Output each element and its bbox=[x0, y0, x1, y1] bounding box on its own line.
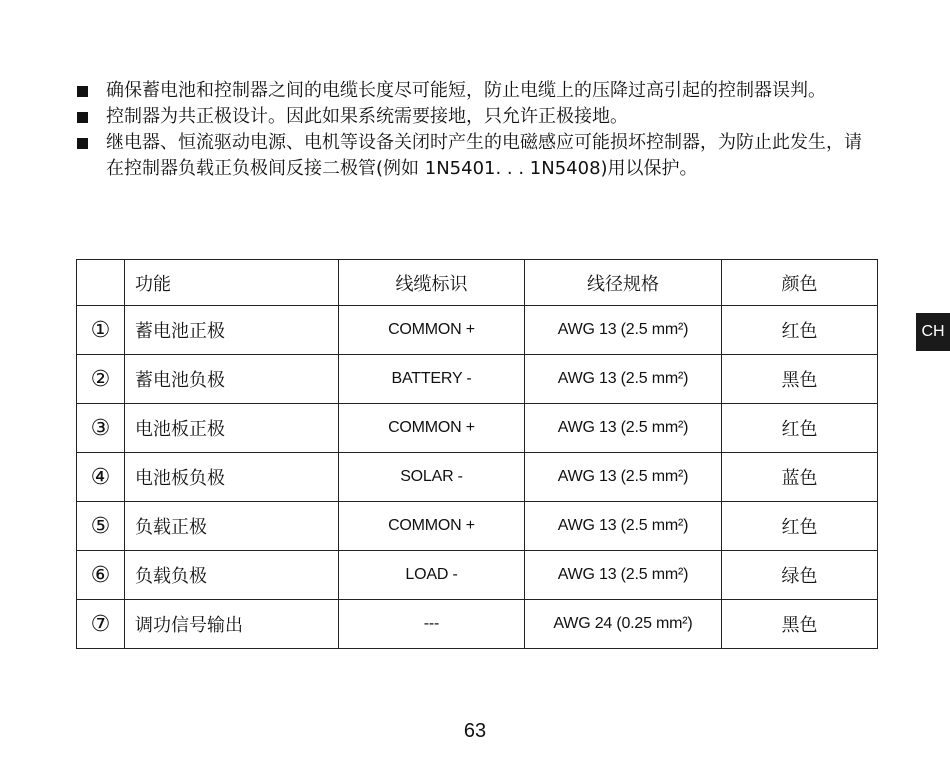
table-row bbox=[77, 306, 878, 355]
row-number: ① bbox=[77, 306, 125, 355]
row-cable-label: COMMON + bbox=[339, 404, 525, 453]
header-color: 颜色 bbox=[722, 260, 878, 306]
row-wire-gauge: AWG 13 (2.5 mm²) bbox=[525, 404, 722, 453]
note-text: 确保蓄电池和控制器之间的电缆长度尽可能短，防止电缆上的压降过高引起的控制器误判。 bbox=[106, 80, 826, 101]
language-tab: CH bbox=[916, 313, 950, 351]
row-cable-label: LOAD - bbox=[339, 551, 525, 600]
square-bullet-icon bbox=[77, 86, 88, 97]
header-gauge: 线径规格 bbox=[525, 260, 722, 306]
header-function: 功能 bbox=[125, 260, 339, 306]
row-function: 蓄电池正极 bbox=[125, 306, 339, 355]
row-number: ⑦ bbox=[77, 600, 125, 649]
row-function: 调功信号输出 bbox=[125, 600, 339, 649]
square-bullet-icon bbox=[77, 112, 88, 123]
row-number: ⑤ bbox=[77, 502, 125, 551]
row-color: 红色 bbox=[722, 502, 878, 551]
row-color: 蓝色 bbox=[722, 453, 878, 502]
table-row bbox=[77, 551, 878, 600]
row-number: ③ bbox=[77, 404, 125, 453]
wire-spec-table bbox=[76, 259, 878, 649]
row-number: ② bbox=[77, 355, 125, 404]
row-cable-label: COMMON + bbox=[339, 306, 525, 355]
table-row bbox=[77, 453, 878, 502]
row-color: 黑色 bbox=[722, 355, 878, 404]
row-wire-gauge: AWG 13 (2.5 mm²) bbox=[525, 306, 722, 355]
row-function: 电池板负极 bbox=[125, 453, 339, 502]
row-number: ⑥ bbox=[77, 551, 125, 600]
row-function: 负载负极 bbox=[125, 551, 339, 600]
row-wire-gauge: AWG 24 (0.25 mm²) bbox=[525, 600, 722, 649]
row-wire-gauge: AWG 13 (2.5 mm²) bbox=[525, 453, 722, 502]
row-cable-label: --- bbox=[339, 600, 525, 649]
note-item bbox=[76, 78, 876, 104]
table-header-row bbox=[77, 260, 878, 306]
note-item bbox=[76, 104, 876, 130]
row-function: 蓄电池负极 bbox=[125, 355, 339, 404]
row-cable-label: SOLAR - bbox=[339, 453, 525, 502]
row-function: 负载正极 bbox=[125, 502, 339, 551]
page-number: 63 bbox=[463, 720, 487, 742]
header-label: 线缆标识 bbox=[339, 260, 525, 306]
square-bullet-icon bbox=[77, 138, 88, 149]
row-color: 黑色 bbox=[722, 600, 878, 649]
table-row bbox=[77, 600, 878, 649]
row-function: 电池板正极 bbox=[125, 404, 339, 453]
row-color: 绿色 bbox=[722, 551, 878, 600]
row-color: 红色 bbox=[722, 306, 878, 355]
header-num bbox=[77, 260, 125, 306]
note-text: 继电器、恒流驱动电源、电机等设备关闭时产生的电磁感应可能损坏控制器，为防止此发生，请在控制器负载正负极间反接二极管(例如 1N5401. . . 1N5408)用以保护。 bbox=[106, 132, 862, 179]
row-wire-gauge: AWG 13 (2.5 mm²) bbox=[525, 355, 722, 404]
row-cable-label: BATTERY - bbox=[339, 355, 525, 404]
table-row bbox=[77, 502, 878, 551]
table-row bbox=[77, 404, 878, 453]
row-wire-gauge: AWG 13 (2.5 mm²) bbox=[525, 502, 722, 551]
table-row bbox=[77, 355, 878, 404]
note-text: 控制器为共正极设计。因此如果系统需要接地，只允许正极接地。 bbox=[106, 106, 628, 127]
notes-list bbox=[76, 78, 876, 182]
row-wire-gauge: AWG 13 (2.5 mm²) bbox=[525, 551, 722, 600]
row-cable-label: COMMON + bbox=[339, 502, 525, 551]
row-number: ④ bbox=[77, 453, 125, 502]
note-item bbox=[76, 130, 876, 182]
row-color: 红色 bbox=[722, 404, 878, 453]
